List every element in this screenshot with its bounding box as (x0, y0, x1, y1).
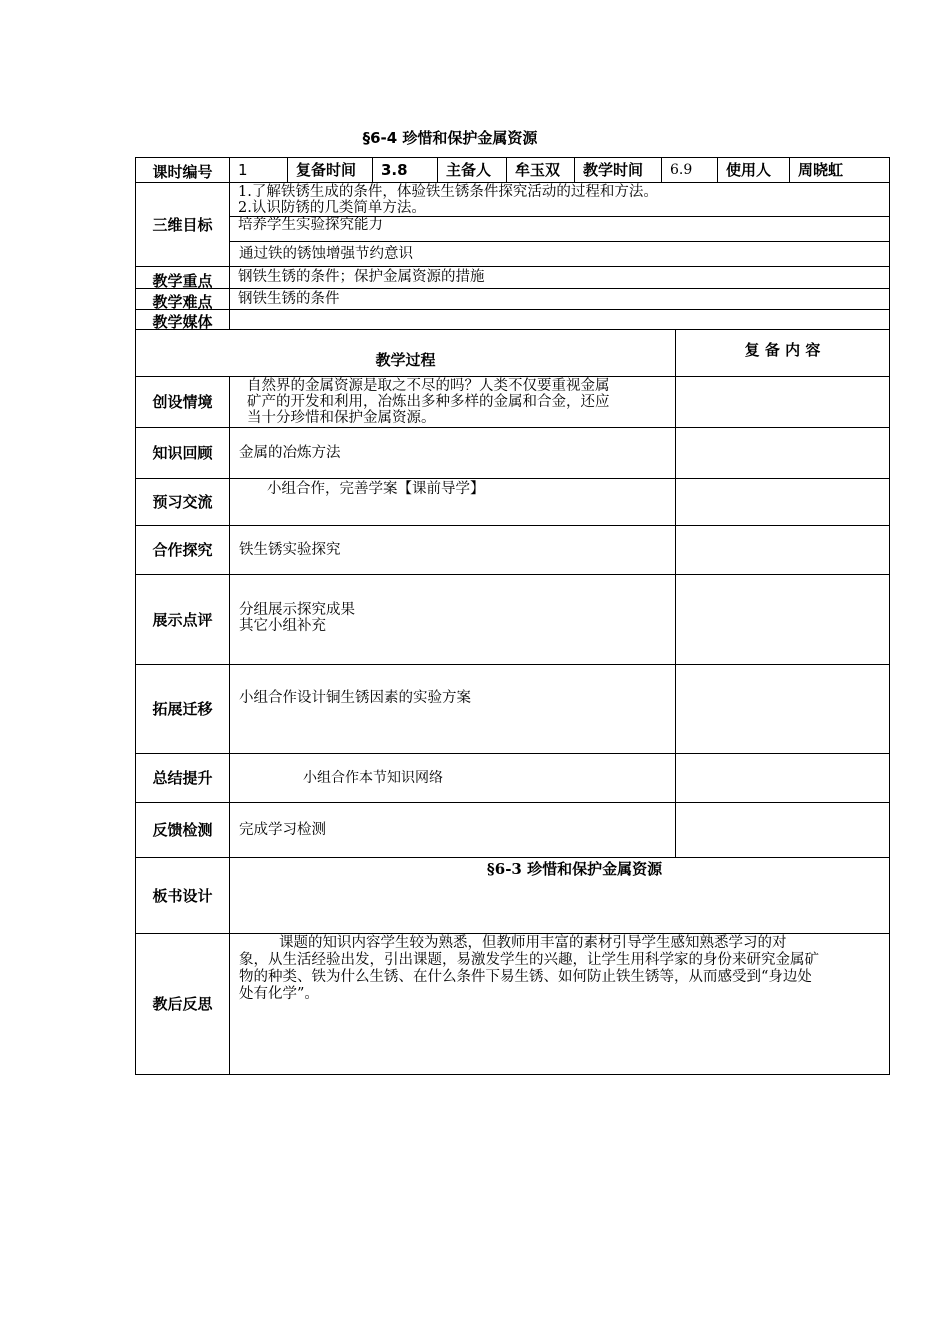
review-heading: 复 备 内 容 (675, 329, 890, 377)
reflection-line-4: 处有化学”。 (239, 986, 319, 1002)
goals-line-1: 1.了解铁锈生成的条件，体验铁生锈条件探究活动的过程和方法。 (238, 184, 658, 200)
reflection-line-1: 课题的知识内容学生较为熟悉，但教师用丰富的素材引导学生感知熟悉学习的对 (279, 935, 787, 951)
reflection-label: 教后反思 (135, 933, 230, 1075)
stage-situation-line-3: 当十分珍惜和保护金属资源。 (247, 410, 436, 426)
header-teaching-time-label: 教学时间 (574, 157, 662, 183)
review-cell-8 (675, 802, 890, 858)
stage-content-situation (229, 376, 676, 428)
header-lesson-number: 1 (229, 157, 288, 183)
header-review-time: 3.8 (372, 157, 438, 183)
review-cell-4 (675, 525, 890, 575)
stage-content-extension: 小组合作设计铜生锈因素的实验方案 (229, 664, 676, 754)
lesson-plan-table (135, 157, 890, 1075)
header-lead-preparer: 牟玉双 (506, 157, 575, 183)
board-design-title: §6-3 珍惜和保护金属资源 (486, 860, 663, 878)
header-user: 周晓虹 (789, 157, 890, 183)
stage-content-feedback: 完成学习检测 (229, 802, 676, 858)
header-review-time-label: 复备时间 (287, 157, 373, 183)
stage-presentation-line-1: 分组展示探究成果 (239, 602, 355, 618)
stage-situation-line-2: 矿产的开发和利用，冶炼出多种多样的金属和合金，还应 (247, 394, 610, 410)
stage-content-summary: 小组合作本节知识网络 (229, 753, 676, 803)
header-user-label: 使用人 (717, 157, 790, 183)
reflection-line-2: 象，从生活经验出发，引出课题，易激发学生的兴趣，让学生用科学家的身份来研究金属矿 (239, 952, 819, 968)
review-cell-3 (675, 478, 890, 526)
stage-label-situation: 创设情境 (135, 376, 230, 428)
review-cell-1 (675, 376, 890, 428)
header-teaching-time: 6.9 (661, 157, 718, 183)
stage-content-preview: 小组合作，完善学案【课前导学】 (229, 478, 676, 526)
stage-label-feedback: 反馈检测 (135, 802, 230, 858)
key-points-label: 教学重点 (135, 266, 230, 289)
goals-label: 三维目标 (135, 182, 230, 267)
stage-label-review: 知识回顾 (135, 427, 230, 479)
stage-label-preview: 预习交流 (135, 478, 230, 526)
reflection-content (229, 933, 890, 1075)
difficulty-value: 钢铁生锈的条件 (229, 288, 890, 310)
key-points-value: 钢铁生锈的条件；保护金属资源的措施 (229, 266, 890, 289)
stage-situation-line-1: 自然界的金属资源是取之不尽的吗？人类不仅要重视金属 (247, 378, 610, 394)
stage-content-presentation (229, 574, 676, 665)
goals-attitude: 通过铁的锈蚀增强节约意识 (229, 241, 890, 267)
media-value (229, 309, 890, 330)
reflection-line-3: 物的种类、铁为什么生锈、在什么条件下易生锈、如何防止铁生锈等，从而感受到“身边处 (239, 969, 812, 985)
review-cell-2 (675, 427, 890, 479)
difficulty-label: 教学难点 (135, 288, 230, 310)
process-heading: 教学过程 (135, 329, 676, 377)
goals-line-2: 2.认识防锈的几类简单方法。 (238, 200, 426, 216)
stage-content-review: 金属的冶炼方法 (229, 427, 676, 479)
stage-content-cooperation: 铁生锈实验探究 (229, 525, 676, 575)
review-cell-5 (675, 574, 890, 665)
media-label: 教学媒体 (135, 309, 230, 330)
stage-label-cooperation: 合作探究 (135, 525, 230, 575)
header-lesson-number-label: 课时编号 (135, 157, 230, 183)
goals-ability: 培养学生实验探究能力 (229, 216, 890, 242)
review-cell-6 (675, 664, 890, 754)
stage-label-summary: 总结提升 (135, 753, 230, 803)
page-title: §6-4 珍惜和保护金属资源 (362, 129, 538, 147)
board-design-label: 板书设计 (135, 857, 230, 934)
board-design-content (229, 857, 890, 934)
header-lead-preparer-label: 主备人 (437, 157, 507, 183)
review-cell-7 (675, 753, 890, 803)
stage-presentation-line-2: 其它小组补充 (239, 618, 326, 634)
stage-label-extension: 拓展迁移 (135, 664, 230, 754)
stage-label-presentation: 展示点评 (135, 574, 230, 665)
goals-knowledge (229, 182, 890, 217)
